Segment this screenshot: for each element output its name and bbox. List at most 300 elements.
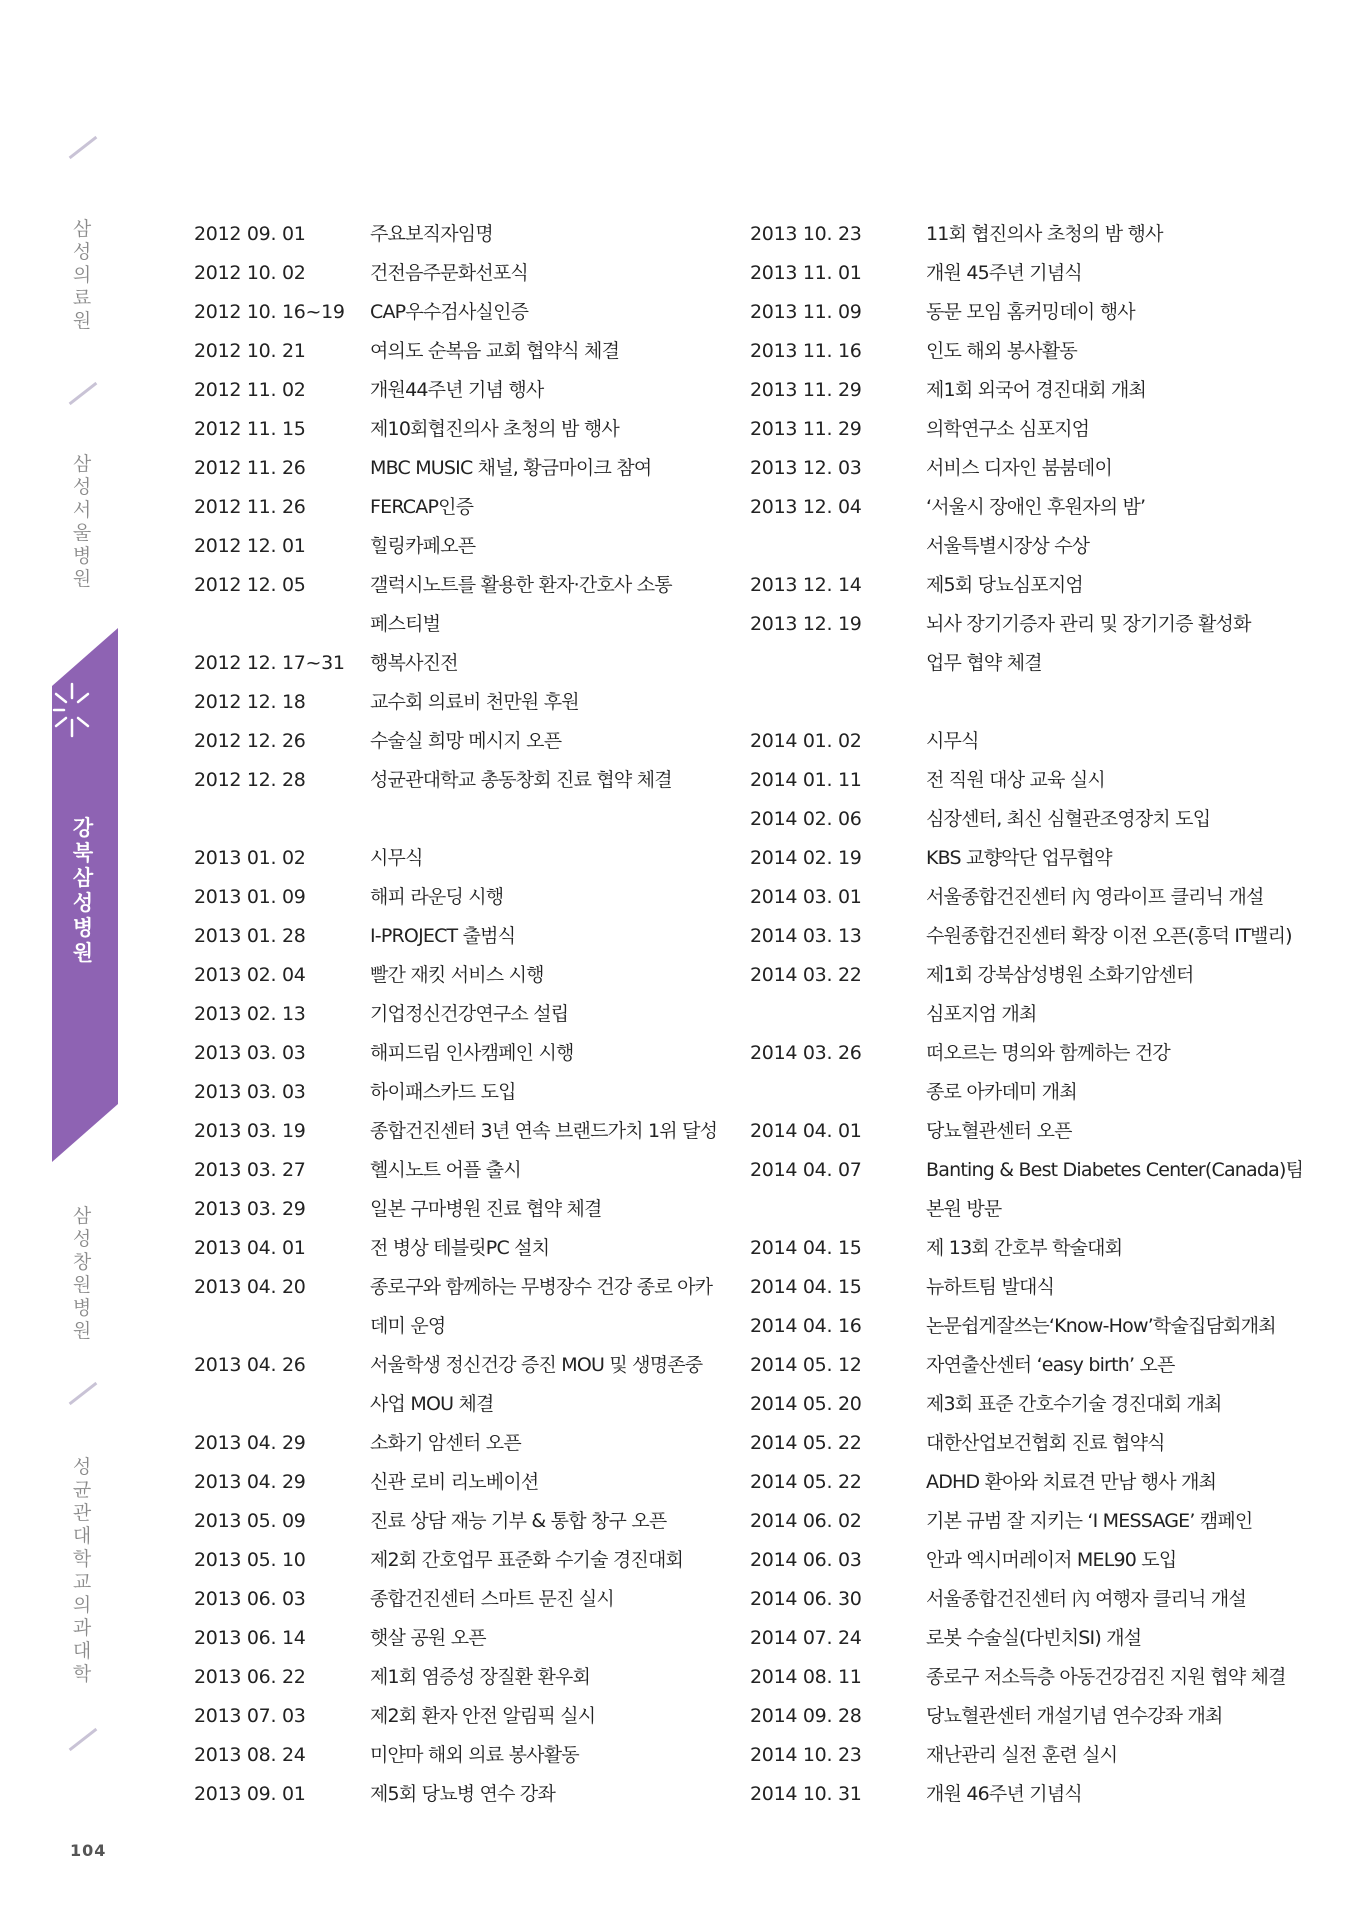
event-date: 2014 06. 30 [750, 1588, 862, 1610]
event-description-line: 해피 라운딩 시행 [370, 886, 504, 908]
event-description [926, 917, 1320, 956]
event-description [370, 995, 729, 1034]
event-description [370, 1619, 729, 1658]
event-date: 2013 04. 26 [194, 1354, 306, 1376]
timeline-row [194, 527, 729, 566]
event-description-line: 서울특별시장상 수상 [926, 535, 1090, 557]
event-description [926, 1112, 1320, 1151]
timeline-row [750, 410, 1320, 449]
event-date: 2013 12. 14 [750, 574, 862, 596]
timeline-row [750, 1346, 1320, 1385]
event-description [370, 488, 729, 527]
event-description [926, 410, 1320, 449]
event-description [370, 1034, 729, 1073]
event-date: 2014 03. 01 [750, 886, 862, 908]
event-date: 2013 03. 29 [194, 1198, 306, 1220]
event-description [926, 1268, 1320, 1307]
event-description [926, 1229, 1320, 1268]
timeline-row [750, 1268, 1320, 1307]
event-description-line: 서비스 디자인 붐붐데이 [926, 457, 1113, 479]
timeline-row [750, 800, 1320, 839]
event-date: 2013 03. 03 [194, 1042, 306, 1064]
event-description [370, 410, 729, 449]
timeline-row [194, 1190, 729, 1229]
event-description [926, 1658, 1320, 1697]
event-description-line: 재난관리 실전 훈련 실시 [926, 1744, 1118, 1766]
event-description-line: 해피드림 인사캠페인 시행 [370, 1042, 574, 1064]
event-description [926, 449, 1320, 488]
event-date: 2013 06. 22 [194, 1666, 306, 1688]
event-date: 2014 03. 13 [750, 925, 862, 947]
event-description-line: 심장센터, 최신 심혈관조영장치 도입 [926, 808, 1211, 830]
event-description-line: 11회 협진의사 초청의 밤 행사 [926, 223, 1163, 245]
sidebar-item-kangbuk-samsung-hospital[interactable]: 강북삼성병원 [72, 816, 94, 965]
timeline-row [750, 1658, 1320, 1697]
timeline-row [750, 371, 1320, 410]
event-date: 2013 06. 14 [194, 1627, 306, 1649]
event-description-line: KBS 교향악단 업무협약 [926, 847, 1112, 869]
event-description [370, 1580, 729, 1619]
event-description [370, 332, 729, 371]
timeline-row [194, 995, 729, 1034]
event-date: 2013 12. 04 [750, 496, 862, 518]
sidebar-item-skku-medical-school[interactable]: 성균관대학교 의과대학 [72, 1456, 92, 1685]
event-description-line: CAP우수검사실인증 [370, 301, 529, 323]
event-description [370, 722, 729, 761]
event-date: 2012 09. 01 [194, 223, 306, 245]
event-description-line: 데미 운영 [370, 1315, 446, 1337]
event-date: 2013 03. 19 [194, 1120, 306, 1142]
sidebar-item-samsung-seoul-hospital[interactable]: 삼성서울병원 [72, 453, 92, 590]
timeline-row [194, 956, 729, 995]
event-description-line: FERCAP인증 [370, 496, 474, 518]
event-description [926, 1775, 1320, 1814]
event-date: 2013 02. 13 [194, 1003, 306, 1025]
timeline-row [750, 1580, 1320, 1619]
event-description [926, 1385, 1320, 1424]
event-description [370, 1541, 729, 1580]
event-date: 2013 03. 27 [194, 1159, 306, 1181]
event-description-line: 제1회 강북삼성병원 소화기암센터 [926, 964, 1194, 986]
event-date: 2014 04. 16 [750, 1315, 862, 1337]
event-description [926, 254, 1320, 293]
event-description-line: 제3회 표준 간호수기술 경진대회 개최 [926, 1393, 1222, 1415]
timeline-row [194, 1229, 729, 1268]
event-date: 2013 11. 16 [750, 340, 862, 362]
divider-slash [69, 136, 98, 159]
event-description-line: 당뇨혈관센터 오픈 [926, 1120, 1072, 1142]
event-description-line: 제1회 외국어 경진대회 개최 [926, 379, 1147, 401]
event-date: 2013 05. 10 [194, 1549, 306, 1571]
event-description [926, 1619, 1320, 1658]
event-date: 2013 04. 29 [194, 1432, 306, 1454]
event-description-line: 소화기 암센터 오픈 [370, 1432, 521, 1454]
event-date: 2012 12. 17~31 [194, 652, 345, 674]
event-date: 2014 03. 22 [750, 964, 862, 986]
timeline-row [750, 1502, 1320, 1541]
timeline-row [750, 1424, 1320, 1463]
event-description [926, 1736, 1320, 1775]
event-date: 2014 04. 07 [750, 1159, 862, 1181]
timeline-row [194, 878, 729, 917]
event-date: 2013 09. 01 [194, 1783, 306, 1805]
event-description-line: 여의도 순복음 교회 협약식 체결 [370, 340, 620, 362]
event-description-line: 뇌사 장기기증자 관리 및 장기기증 활성화 [926, 613, 1251, 635]
event-description [370, 1151, 729, 1190]
event-date: 2014 02. 06 [750, 808, 862, 830]
timeline-row [194, 839, 729, 878]
timeline-row [194, 1112, 729, 1151]
event-description-line: 기업정신건강연구소 설립 [370, 1003, 569, 1025]
timeline-row [194, 410, 729, 449]
timeline-row [750, 1541, 1320, 1580]
page-number: 104 [70, 1841, 107, 1860]
timeline-row [194, 683, 729, 722]
event-date: 2014 01. 02 [750, 730, 862, 752]
timeline-row [194, 1541, 729, 1580]
event-date: 2014 05. 22 [750, 1471, 862, 1493]
event-description-line: 종로 아카데미 개최 [926, 1081, 1077, 1103]
event-date: 2014 03. 26 [750, 1042, 862, 1064]
event-description [370, 1424, 729, 1463]
timeline-row [750, 878, 1320, 917]
event-description [926, 488, 1320, 566]
timeline-row [750, 566, 1320, 605]
event-date: 2013 11. 01 [750, 262, 862, 284]
event-description [370, 1502, 729, 1541]
event-description [370, 215, 729, 254]
timeline-row [750, 215, 1320, 254]
event-description [926, 1424, 1320, 1463]
timeline-row [750, 761, 1320, 800]
event-date: 2013 10. 23 [750, 223, 862, 245]
event-date: 2013 02. 04 [194, 964, 306, 986]
event-description-line: 진료 상담 재능 기부 & 통합 창구 오픈 [370, 1510, 667, 1532]
timeline-row [750, 1775, 1320, 1814]
timeline-row [750, 1034, 1320, 1112]
timeline-row [194, 917, 729, 956]
timeline-row [194, 371, 729, 410]
timeline-row [750, 722, 1320, 761]
event-description [370, 839, 729, 878]
timeline-row [750, 293, 1320, 332]
timeline-row [194, 332, 729, 371]
event-description-line: 주요보직자임명 [370, 223, 493, 245]
event-description [926, 878, 1320, 917]
divider-slash [69, 1728, 98, 1751]
event-description-line: 종로구와 함께하는 무병장수 건강 종로 아카 [370, 1276, 713, 1298]
event-description-line: Banting & Best Diabetes Center(Canada)팀 [926, 1159, 1304, 1181]
sidebar-item-samsung-medical-center[interactable]: 삼성의료원 [72, 218, 92, 332]
event-date: 2013 12. 03 [750, 457, 862, 479]
event-description-line: ADHD 환아와 치료견 만남 행사 개최 [926, 1471, 1217, 1493]
event-date: 2012 12. 28 [194, 769, 306, 791]
section-gap [750, 683, 1320, 722]
timeline-row [194, 1502, 729, 1541]
event-date: 2013 12. 19 [750, 613, 862, 635]
timeline-row [750, 1697, 1320, 1736]
event-description [926, 722, 1320, 761]
divider-slash [69, 382, 98, 405]
event-description [370, 956, 729, 995]
timeline-row [194, 1658, 729, 1697]
event-description-line: MBC MUSIC 채널, 황금마이크 참여 [370, 457, 652, 479]
event-description [926, 1463, 1320, 1502]
event-date: 2014 01. 11 [750, 769, 862, 791]
timeline-row [750, 332, 1320, 371]
timeline-row [750, 1112, 1320, 1151]
event-description [370, 1658, 729, 1697]
event-date: 2013 11. 29 [750, 418, 862, 440]
event-date: 2014 07. 24 [750, 1627, 862, 1649]
event-description-line: 종로구 저소득층 아동건강검진 지원 협약 체결 [926, 1666, 1286, 1688]
event-description [370, 644, 729, 683]
timeline-row [750, 605, 1320, 683]
event-date: 2012 12. 05 [194, 574, 306, 596]
event-date: 2013 01. 09 [194, 886, 306, 908]
event-description-line: 사업 MOU 체결 [370, 1393, 494, 1415]
event-description-line: 본원 방문 [926, 1198, 1002, 1220]
event-description-line: 수술실 희망 메시지 오픈 [370, 730, 562, 752]
event-description-line: 페스티벌 [370, 613, 441, 635]
event-date: 2014 05. 22 [750, 1432, 862, 1454]
event-description [926, 956, 1320, 1034]
event-date: 2013 11. 09 [750, 301, 862, 323]
event-description [370, 1073, 729, 1112]
event-description-line: 전 병상 테블릿PC 설치 [370, 1237, 550, 1259]
event-description-line: 하이패스카드 도입 [370, 1081, 516, 1103]
event-date: 2014 06. 03 [750, 1549, 862, 1571]
event-description-line: 인도 해외 봉사활동 [926, 340, 1077, 362]
event-description [370, 1346, 729, 1424]
event-date: 2013 04. 01 [194, 1237, 306, 1259]
event-date: 2014 02. 19 [750, 847, 862, 869]
event-date: 2012 11. 02 [194, 379, 306, 401]
event-description [926, 1580, 1320, 1619]
event-description-line: 업무 협약 체결 [926, 652, 1042, 674]
event-date: 2014 09. 28 [750, 1705, 862, 1727]
event-description-line: 종합건진센터 스마트 문진 실시 [370, 1588, 614, 1610]
event-description-line: 헬시노트 어플 출시 [370, 1159, 521, 1181]
timeline-row [194, 644, 729, 683]
timeline-column-left [194, 215, 729, 1814]
timeline-row [750, 839, 1320, 878]
event-description [370, 1775, 729, 1814]
event-description-line: 뉴하트팀 발대식 [926, 1276, 1055, 1298]
event-description [370, 1697, 729, 1736]
event-description-line: 교수회 의료비 천만원 후원 [370, 691, 579, 713]
timeline-row [194, 761, 729, 800]
event-date: 2013 04. 29 [194, 1471, 306, 1493]
event-date: 2014 05. 20 [750, 1393, 862, 1415]
event-description [926, 1697, 1320, 1736]
timeline-row [750, 1151, 1320, 1229]
event-date: 2012 12. 01 [194, 535, 306, 557]
divider-slash [69, 1382, 98, 1405]
timeline-row [750, 1229, 1320, 1268]
timeline-row [194, 215, 729, 254]
event-description [370, 566, 729, 644]
timeline-row [194, 1268, 729, 1346]
event-description-line: 종합건진센터 3년 연속 브랜드가치 1위 달성 [370, 1120, 718, 1142]
event-description-line: 신관 로비 리노베이션 [370, 1471, 539, 1493]
event-description-line: 수원종합건진센터 확장 이전 오픈(흥덕 IT밸리) [926, 925, 1292, 947]
timeline-row [194, 1697, 729, 1736]
event-description-line: 갤럭시노트를 활용한 환자·간호사 소통 [370, 574, 672, 596]
event-description [370, 1268, 729, 1346]
timeline-column-right [750, 215, 1320, 1814]
event-description-line: 의학연구소 심포지엄 [926, 418, 1090, 440]
event-date: 2012 12. 18 [194, 691, 306, 713]
event-description [926, 332, 1320, 371]
event-description-line: 성균관대학교 총동창회 진료 협약 체결 [370, 769, 672, 791]
event-description-line: 서울종합건진센터 內 영라이프 클리닉 개설 [926, 886, 1264, 908]
event-date: 2014 04. 15 [750, 1276, 862, 1298]
burst-icon [52, 680, 92, 740]
event-description-line: I-PROJECT 출범식 [370, 925, 516, 947]
event-date: 2014 05. 12 [750, 1354, 862, 1376]
event-description-line: 개원 46주년 기념식 [926, 1783, 1082, 1805]
timeline-row [750, 254, 1320, 293]
event-description-line: 건전음주문화선포식 [370, 262, 528, 284]
event-description-line: 제10회협진의사 초청의 밤 행사 [370, 418, 619, 440]
event-description [926, 1541, 1320, 1580]
event-description-line: 서울학생 정신건강 증진 MOU 및 생명존중 [370, 1354, 703, 1376]
event-description-line: 개원44주년 기념 행사 [370, 379, 544, 401]
section-sidebar [0, 0, 130, 1920]
event-date: 2014 08. 11 [750, 1666, 862, 1688]
event-description [370, 683, 729, 722]
event-description [926, 1502, 1320, 1541]
sidebar-item-samsung-changwon-hospital[interactable]: 삼성창원병원 [72, 1205, 92, 1342]
timeline-row [194, 1151, 729, 1190]
timeline-row [194, 1619, 729, 1658]
timeline-row [194, 1463, 729, 1502]
timeline-row [194, 1775, 729, 1814]
event-description [370, 527, 729, 566]
event-description-line: 개원 45주년 기념식 [926, 262, 1082, 284]
event-description [926, 605, 1320, 683]
event-description [370, 371, 729, 410]
event-description-line: 논문쉽게잘쓰는‘Know-How’학술집담회개최 [926, 1315, 1276, 1337]
event-date: 2013 03. 03 [194, 1081, 306, 1103]
event-description [926, 1151, 1320, 1229]
timeline-row [194, 449, 729, 488]
event-description-line: 심포지엄 개최 [926, 1003, 1037, 1025]
event-date: 2013 08. 24 [194, 1744, 306, 1766]
event-description-line: 대한산업보건협회 진료 협약식 [926, 1432, 1165, 1454]
event-description [370, 917, 729, 956]
event-description-line: 제1회 염증성 장질환 환우회 [370, 1666, 591, 1688]
event-description [370, 1736, 729, 1775]
timeline-row [750, 1463, 1320, 1502]
event-description-line: 제5회 당뇨심포지엄 [926, 574, 1083, 596]
event-date: 2013 07. 03 [194, 1705, 306, 1727]
event-description-line: 제5회 당뇨병 연수 강좌 [370, 1783, 555, 1805]
timeline-row [194, 722, 729, 761]
event-description [926, 293, 1320, 332]
event-description [370, 1463, 729, 1502]
event-description [926, 1346, 1320, 1385]
event-description [926, 1307, 1320, 1346]
event-description-line: 안과 엑시머레이저 MEL90 도입 [926, 1549, 1177, 1571]
event-date: 2012 11. 26 [194, 496, 306, 518]
event-date: 2013 01. 02 [194, 847, 306, 869]
event-description [370, 878, 729, 917]
event-date: 2014 06. 02 [750, 1510, 862, 1532]
timeline-row [750, 1385, 1320, 1424]
event-date: 2014 10. 31 [750, 1783, 862, 1805]
event-description-line: ‘서울시 장애인 후원자의 밤’ [926, 496, 1146, 518]
event-date: 2013 06. 03 [194, 1588, 306, 1610]
event-date: 2013 11. 29 [750, 379, 862, 401]
event-description-line: 로봇 수술실(다빈치SI) 개설 [926, 1627, 1142, 1649]
timeline-row [750, 488, 1320, 566]
event-description-line: 동문 모임 홈커밍데이 행사 [926, 301, 1135, 323]
event-description [370, 254, 729, 293]
event-date: 2014 04. 01 [750, 1120, 862, 1142]
event-description [926, 215, 1320, 254]
event-description [370, 293, 729, 332]
timeline-row [194, 1424, 729, 1463]
timeline-row [194, 488, 729, 527]
timeline-row [750, 1736, 1320, 1775]
timeline-row [194, 1346, 729, 1424]
event-description [370, 1190, 729, 1229]
timeline-row [750, 1619, 1320, 1658]
event-date: 2014 10. 23 [750, 1744, 862, 1766]
timeline-row [750, 449, 1320, 488]
event-date: 2012 10. 02 [194, 262, 306, 284]
timeline-row [194, 254, 729, 293]
event-date: 2012 12. 26 [194, 730, 306, 752]
event-description [926, 839, 1320, 878]
event-date: 2014 04. 15 [750, 1237, 862, 1259]
event-description-line: 전 직원 대상 교육 실시 [926, 769, 1105, 791]
event-description-line: 힐링카페오픈 [370, 535, 476, 557]
event-description [370, 1112, 729, 1151]
event-description [926, 761, 1320, 800]
timeline-row [750, 917, 1320, 956]
timeline-row [194, 1073, 729, 1112]
event-description-line: 제 13회 간호부 학술대회 [926, 1237, 1123, 1259]
event-description [926, 1034, 1320, 1112]
event-description-line: 서울종합건진센터 內 여행자 클리닉 개설 [926, 1588, 1247, 1610]
event-description-line: 제2회 간호업무 표준화 수기술 경진대회 [370, 1549, 684, 1571]
event-date: 2013 05. 09 [194, 1510, 306, 1532]
timeline-row [194, 566, 729, 644]
event-description-line: 빨간 재킷 서비스 시행 [370, 964, 544, 986]
event-date: 2013 04. 20 [194, 1276, 306, 1298]
event-description-line: 자연출산센터 ‘easy birth’ 오픈 [926, 1354, 1175, 1376]
section-gap [194, 800, 729, 839]
timeline-row [194, 1736, 729, 1775]
event-description-line: 일본 구마병원 진료 협약 체결 [370, 1198, 602, 1220]
event-date: 2012 10. 16~19 [194, 301, 345, 323]
event-description-line: 기본 규범 잘 지키는 ‘I MESSAGE’ 캠페인 [926, 1510, 1253, 1532]
event-description-line: 미얀마 해외 의료 봉사활동 [370, 1744, 579, 1766]
timeline-row [750, 1307, 1320, 1346]
event-date: 2013 01. 28 [194, 925, 306, 947]
event-description [370, 1229, 729, 1268]
event-description [926, 800, 1320, 839]
event-description-line: 햇살 공원 오픈 [370, 1627, 486, 1649]
event-description [370, 449, 729, 488]
event-description-line: 떠오르는 명의와 함께하는 건강 [926, 1042, 1170, 1064]
timeline-row [194, 1580, 729, 1619]
event-date: 2012 10. 21 [194, 340, 306, 362]
event-description [370, 761, 729, 800]
